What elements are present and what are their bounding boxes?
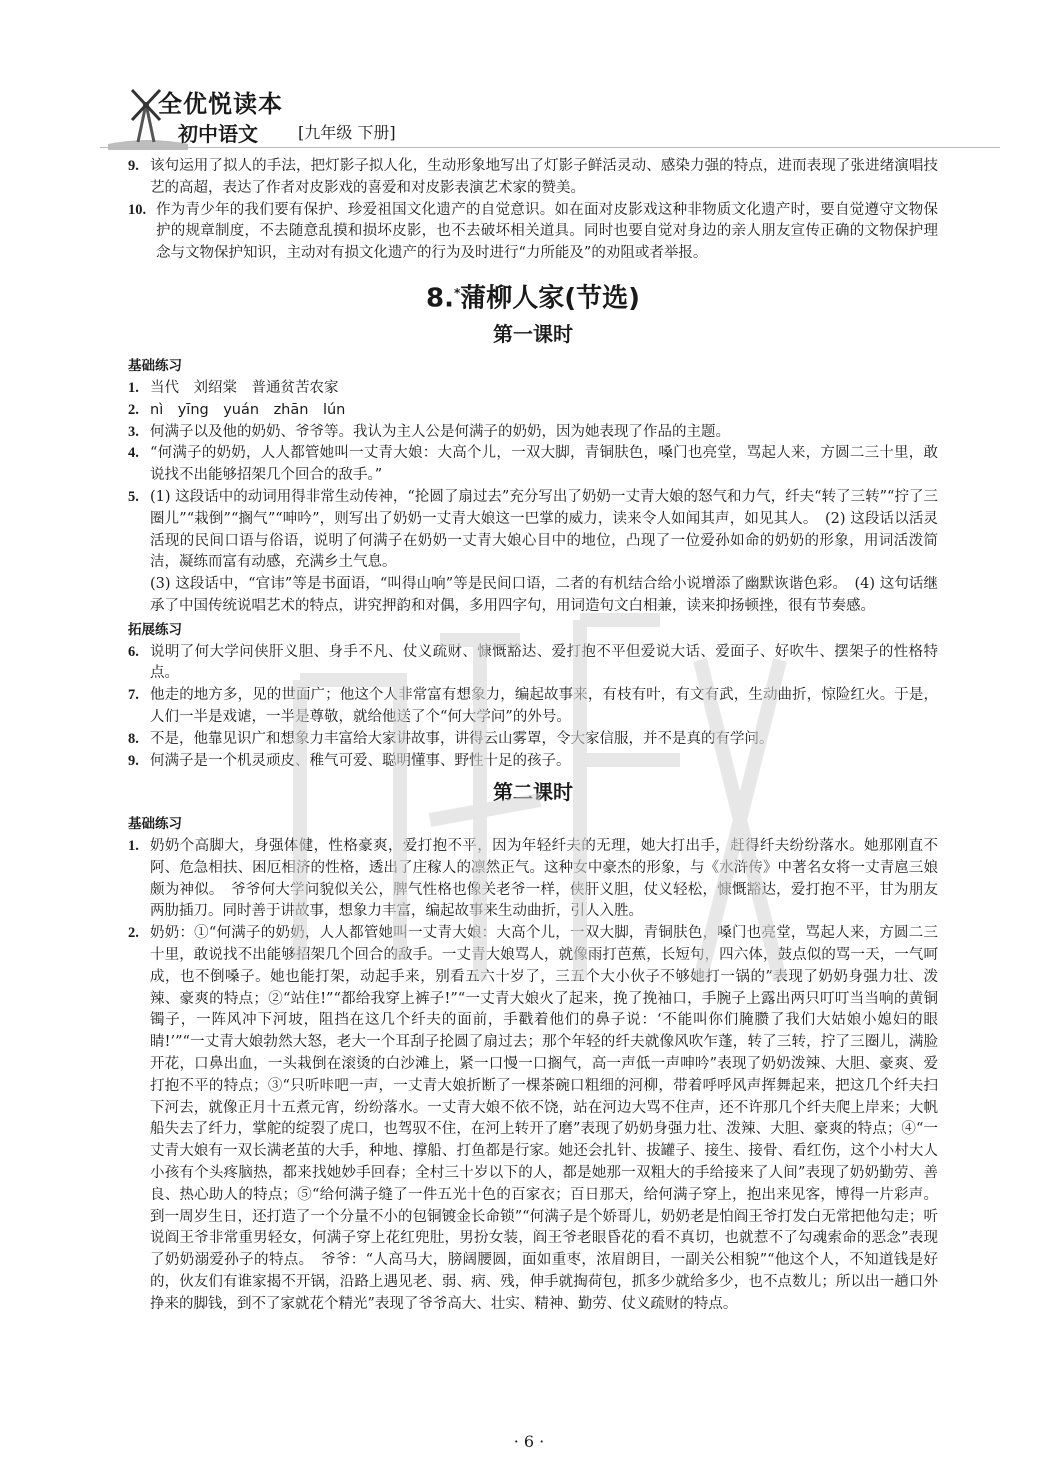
item-text: 说明了何大学问侠肝义胆、身手不凡、仗义疏财、慷慨豁达、爱打抱不平但爱说大话、爱面子、好吹牛、摆架子的性格特点。 <box>150 643 938 682</box>
item-number: 1. <box>128 380 139 397</box>
item-text: 该句运用了拟人的手法，把灯影子拟人化，生动形象地写出了灯影子鲜活灵动、感染力强的特点，进而表现了张进绪演唱技艺的高超，表达了作者对皮影戏的喜爱和对皮影表演艺术家的赞美。 <box>150 158 938 196</box>
item-text: nì yīng yuán zhān lún <box>150 401 346 418</box>
item-number: 2. <box>128 925 139 942</box>
answer-item <box>128 751 938 773</box>
item-number: 9. <box>128 158 139 174</box>
answer-item <box>128 200 938 265</box>
answer-item <box>128 487 938 618</box>
item-number: 6. <box>128 643 139 660</box>
grade-label: [九年级 下册] <box>298 123 396 142</box>
lesson-mark: * <box>453 285 461 300</box>
answer-item <box>128 685 938 729</box>
brand-name: 全优悦读本 <box>158 90 283 118</box>
lesson-name: 蒲柳人家(节选) <box>460 283 641 314</box>
item-number: 9. <box>128 752 139 769</box>
extend-exercise-label: 拓展练习 <box>128 621 182 638</box>
period-2-title: 第二课时 <box>493 780 573 805</box>
book-header <box>108 82 428 154</box>
item-number: 7. <box>128 687 139 704</box>
period-1-title: 第一课时 <box>493 322 573 347</box>
basic-exercise-label: 基础练习 <box>128 358 182 375</box>
subject-title: 初中语文 <box>178 122 258 146</box>
header-divider <box>100 147 1000 148</box>
answer-item <box>128 642 938 686</box>
answer-item <box>128 400 938 422</box>
item-number: 1. <box>128 837 139 854</box>
item-number: 8. <box>128 730 139 747</box>
answer-item <box>128 156 938 200</box>
item-text: “何满子的奶奶，人人都管她叫一丈青大娘：大高个儿，一双大脚，青铜肤色，嗓门也亮堂，骂起人来，方圆二三十里，敢说找不出能够招架几个回合的敌手。” <box>150 445 938 484</box>
answer-item <box>128 836 938 923</box>
item-number: 4. <box>128 445 139 462</box>
item-text: 当代 刘绍棠 普通贫苦农家 <box>150 380 339 397</box>
item-text: 奶奶：①“何满子的奶奶，人人都管她叫一丈青大娘：大高个儿，一双大脚，青铜肤色，嗓门也亮堂，骂起人来，方圆二三十里，敢说找不出能够招架几个回合的敌手。一丈青大娘骂人，就像雨打芭蕉，长短句，四六体，鼓点似的骂一天，一气呵成，也不倒嗓子。她也能打架，动起手来，别看五六十岁了，三五个大小伙子不够她打一锅的”表现了奶奶身强力壮、泼辣、豪爽的特点；②“站住!”“都给我穿上裤子!”“一丈青大娘火了起来，挽了挽袖口，手腕子上露出两只叮叮当当响的黄铜镯子，一阵风冲下河坡，阻挡在这几个纤夫的面前，手戳着他们的鼻子说：‘不能叫你们腌臜了我们大姑娘小媳妇的眼睛!’”“一丈青大娘勃然大怒，老大一个耳刮子抡圆了扇过去；那个年轻的纤夫就像风吹乍蓬，转了三转，拧了三圈儿，满脸开花，口鼻出血，一头栽倒在滚烫的白沙滩上，紧一口慢一口搁气，高一声低一声呻吟”表现了奶奶泼辣、大胆、豪爽、爱打抱不平的特点；③“只听咔吧一声，一丈青大娘折断了一棵茶碗口粗细的河柳，带着呼呼风声挥舞起来，把这几个纤夫扫下河去，就像正月十五煮元宵，纷纷落水。一丈青大娘不依不饶，站在河边大骂不住声，还不许那几个纤夫爬上岸来；大帆船失去了纤力，掌舵的绽裂了虎口，也驾驭不住，在河上转开了磨”表现了奶奶身强力壮、泼辣、大胆、豪爽的特点；④“一丈青大娘有一双长满老茧的大手，种地、撑船、打鱼都是行家。她还会扎针、拔罐子、接生、接骨、看红伤，这个小村大人小孩有个头疼脑热，都来找她妙手回春；全村三十岁以下的人，都是她那一双粗大的手给接来了人间”表现了奶奶勤劳、善良、热心助人的特点；⑤“给何满子缝了一件五光十色的百家衣；百日那天，给何满子穿上，抱出来见客，博得一片彩声。到一周岁生日，还打造了一个分量不小的包铜镀金长命锁”“何满子是个娇哥儿，奶奶老是怕阎王爷打发白无常把他勾走；听说阎王爷非常重男轻女，何满子穿上花红兜肚，男扮女装，阎王爷老眼昏花的看不真切，也就惹不了勾魂索命的恶念”表现了奶奶溺爱孙子的特点。 爷爷：“人高马大，膀阔腰圆，面如重枣，浓眉朗目，一副关公相貌”“他这个人，不知道钱是好的，伙友们有谁家揭不开锅，沿路上遇见老、弱、病、残，伸手就掏荷包，抓多少就给多少，也不点数儿；所以出一趟口外挣来的脚钱，到不了家就花个精光”表现了爷爷高大、壮实、精神、勤劳、仗义疏财的特点。 <box>150 925 938 1312</box>
answer-item <box>128 378 938 400</box>
page-number: · 6 · <box>513 1432 545 1451</box>
item-number: 10. <box>128 201 147 218</box>
lesson-title <box>128 283 938 314</box>
answer-content <box>128 156 938 1316</box>
item-text: 何满子以及他的奶奶、爷爷等。我认为主人公是何满子的奶奶，因为她表现了作品的主题。 <box>150 423 730 440</box>
lesson-number: 8. <box>425 283 454 314</box>
answer-item <box>128 923 938 1315</box>
item-text: 奶奶个高脚大，身强体健，性格豪爽，爱打抱不平，因为年轻纤夫的无理，她大打出手，赶得纤夫纷纷落水。她那刚直不阿、危急相扶、困厄相济的性格，透出了庄稼人的凛然正气。这种女中豪杰的形象，与《水浒传》中著名女将一丈青扈三娘颇为神似。 爷爷何大学问貌似关公，脾气性格也像关老爷一样，侠肝义胆，仗义轻松，慷慨豁达，爱打抱不平，甘为朋友两肋插刀。同时善于讲故事，想象力丰富，编起故事来生动曲折，引人入胜。 <box>150 837 938 920</box>
item-number: 2. <box>128 401 139 418</box>
item-number: 5. <box>128 489 139 506</box>
item-number: 3. <box>128 423 139 440</box>
item-text: 作为青少年的我们要有保护、珍爱祖国文化遗产的自觉意识。如在面对皮影戏这种非物质文化遗产时，要自觉遵守文物保护的规章制度，不去随意乱摸和损坏皮影，也不去破坏相关道具。同时也要自觉对身边的亲人朋友宣传正确的文物保护理念与文物保护知识，主动对有损文化遗产的行为及时进行“力所能及”的劝阻或者举报。 <box>156 201 938 262</box>
item-text: 他走的地方多，见的世面广；他这个人非常富有想象力，编起故事来，有枝有叶，有文有武，生动曲折，惊险红火。于是，人们一半是戏谑，一半是尊敬，就给他送了个“何大学问”的外号。 <box>150 687 938 725</box>
item-text: (1) 这段话中的动词用得非常生动传神，“抡圆了扇过去”充分写出了奶奶一丈青大娘的怒气和力气，纤夫“转了三转”“拧了三圈儿”“栽倒”“搁气”“呻吟”，则写出了奶奶一丈青大娘这一巴掌的威力，读来令人如闻其声，如见其人。 (2) 这段话以活灵活现的民间口语与俗语，说明了何满子在奶奶一丈青大娘心目中的地位，凸现了一位爱孙如命的奶奶的形象，用词活泼简洁，凝练而富有动感，充满乡土气息。 (3) 这段话中，“官讳”等是书面语，“叫得山响”等是民间口语，二者的有机结合给小说增添了幽默诙谐色彩。 (4) 这句话继承了中国传统说唱艺术的特点，讲究押韵和对偶，多用四字句，用词造句文白相兼，读来抑扬顿挫，很有节奏感。 <box>150 489 938 614</box>
item-text: 何满子是一个机灵顽皮、稚气可爱、聪明懂事、野性十足的孩子。 <box>150 752 571 769</box>
basic-exercise-label: 基础练习 <box>128 816 182 833</box>
answer-item <box>128 443 938 487</box>
answer-item <box>128 729 938 751</box>
item-text: 不是，他靠见识广和想象力丰富给大家讲故事，讲得云山雾罩，令大家信服，并不是真的有学问。 <box>150 730 774 747</box>
answer-item <box>128 422 938 444</box>
